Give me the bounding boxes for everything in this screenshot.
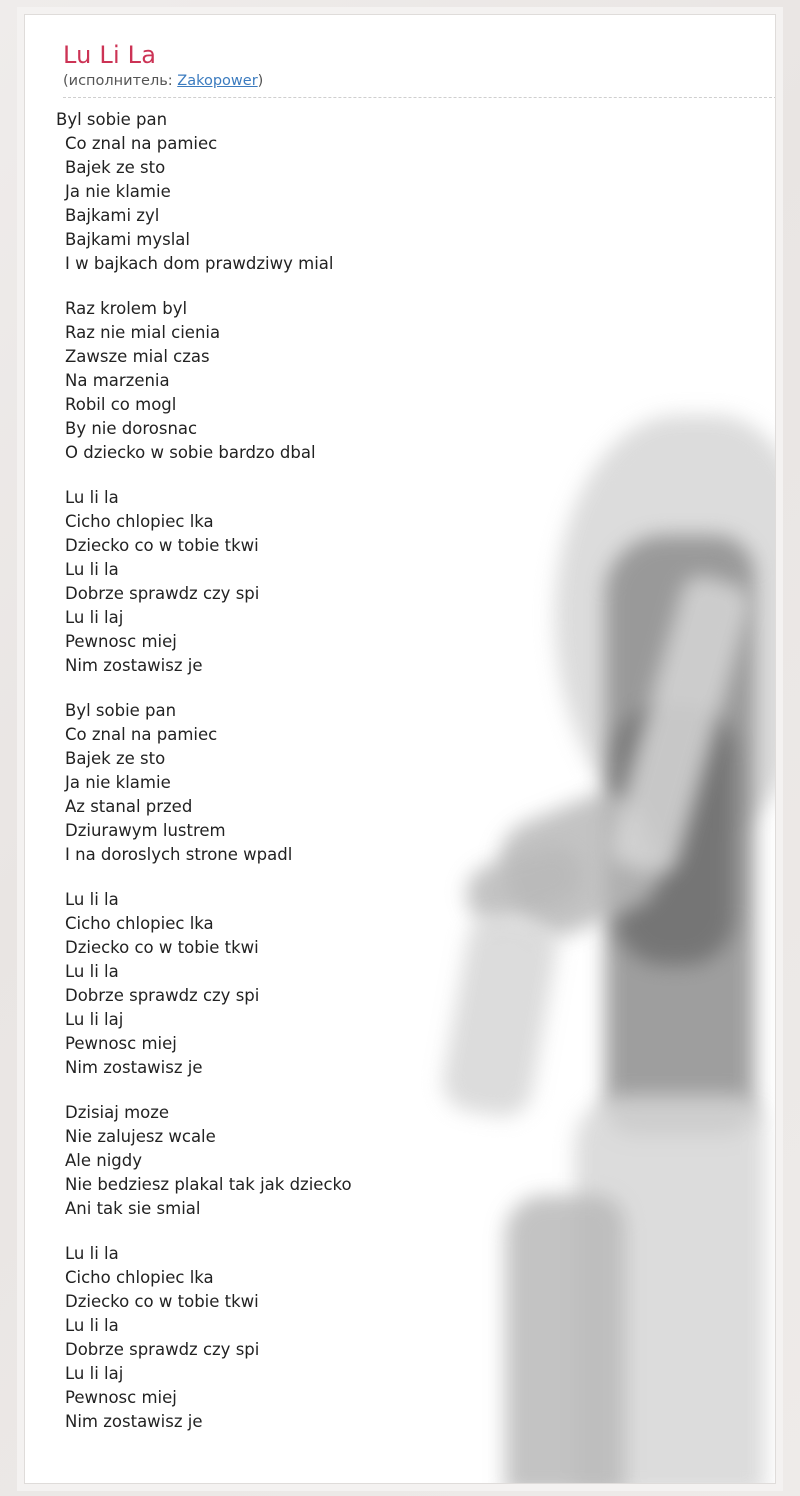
lyrics-content	[25, 15, 775, 1434]
lyrics-line: Dobrze sprawdz czy spi	[65, 584, 260, 603]
lyrics-line: Cicho chlopiec lka	[65, 512, 214, 531]
lyrics-line: Lu li laj	[65, 1010, 124, 1029]
lyrics-line: O dziecko w sobie bardzo dbal	[65, 443, 316, 462]
lyrics-stanza	[65, 486, 749, 678]
lyrics-line: I w bajkach dom prawdziwy mial	[65, 254, 334, 273]
lyrics-line: Lu li la	[65, 1316, 119, 1335]
lyrics-line: Cicho chlopiec lka	[65, 1268, 214, 1287]
lyrics-line: Pewnosc miej	[65, 1034, 177, 1053]
lyrics-line: Nie bedziesz plakal tak jak dziecko	[65, 1175, 352, 1194]
lyrics-line: Byl sobie pan	[65, 701, 177, 720]
lyrics-line: Cicho chlopiec lka	[65, 914, 214, 933]
lyrics-stanza	[65, 888, 749, 1080]
lyrics-line: Raz nie mial cienia	[65, 323, 221, 342]
lyrics-line: Zawsze mial czas	[65, 347, 210, 366]
artist-suffix-label: )	[257, 73, 264, 89]
lyrics-line: I na doroslych strone wpadl	[65, 845, 293, 864]
lyrics-stanza	[56, 108, 749, 276]
lyrics-line: Dziecko co w tobie tkwi	[65, 536, 259, 555]
lyrics-line: Lu li la	[65, 890, 119, 909]
lyrics-line: Lu li la	[65, 962, 119, 981]
lyrics-line: Lu li la	[65, 488, 119, 507]
lyrics-line: Lu li la	[65, 560, 119, 579]
lyrics-line: Nim zostawisz je	[65, 656, 203, 675]
lyrics-stanza	[65, 1242, 749, 1434]
lyrics-line: Ja nie klamie	[65, 182, 171, 201]
artist-link[interactable]: Zakopower	[177, 73, 258, 89]
lyrics-line: Pewnosc miej	[65, 1388, 177, 1407]
lyrics-line: Ani tak sie smial	[65, 1199, 201, 1218]
lyrics-line: Dziecko co w tobie tkwi	[65, 1292, 259, 1311]
lyrics-line: Dobrze sprawdz czy spi	[65, 1340, 260, 1359]
lyrics-line: Dziurawym lustrem	[65, 821, 226, 840]
lyrics-line: Bajkami myslal	[65, 230, 191, 249]
lyrics-line: Lu li la	[65, 1244, 119, 1263]
lyrics-line: Az stanal przed	[65, 797, 193, 816]
lyrics-line: Pewnosc miej	[65, 632, 177, 651]
lyrics-stanza	[65, 1101, 749, 1221]
lyrics-line: Bajek ze sto	[65, 749, 166, 768]
lyrics-line: By nie dorosnac	[65, 419, 198, 438]
lyrics-line: Nim zostawisz je	[65, 1058, 203, 1077]
artist-prefix-label: (исполнитель:	[63, 73, 178, 89]
lyrics-line: Bajkami zyl	[65, 206, 160, 225]
lyrics-line: Ja nie klamie	[65, 773, 171, 792]
lyrics-line: Lu li laj	[65, 1364, 124, 1383]
lyrics-line: Nie zalujesz wcale	[65, 1127, 216, 1146]
lyrics-stanza	[65, 297, 749, 465]
lyrics-line: Dzisiaj moze	[65, 1103, 170, 1122]
lyrics-line: Dobrze sprawdz czy spi	[65, 986, 260, 1005]
page-title: Lu Li La	[63, 41, 157, 69]
lyrics-body	[56, 108, 749, 1434]
lyrics-line: Byl sobie pan	[56, 110, 168, 129]
lyrics-line: Dziecko co w tobie tkwi	[65, 938, 259, 957]
lyrics-line: Raz krolem byl	[65, 299, 188, 318]
lyrics-line: Lu li laj	[65, 608, 124, 627]
lyrics-line: Bajek ze sto	[65, 158, 166, 177]
lyrics-line: Na marzenia	[65, 371, 170, 390]
artist-line	[63, 73, 776, 98]
lyrics-sheet	[24, 14, 776, 1484]
lyrics-line: Nim zostawisz je	[65, 1412, 203, 1431]
lyrics-line: Co znal na pamiec	[65, 725, 218, 744]
lyrics-line: Ale nigdy	[65, 1151, 143, 1170]
lyrics-line: Co znal na pamiec	[65, 134, 218, 153]
lyrics-stanza	[65, 699, 749, 867]
lyrics-line: Robil co mogl	[65, 395, 177, 414]
